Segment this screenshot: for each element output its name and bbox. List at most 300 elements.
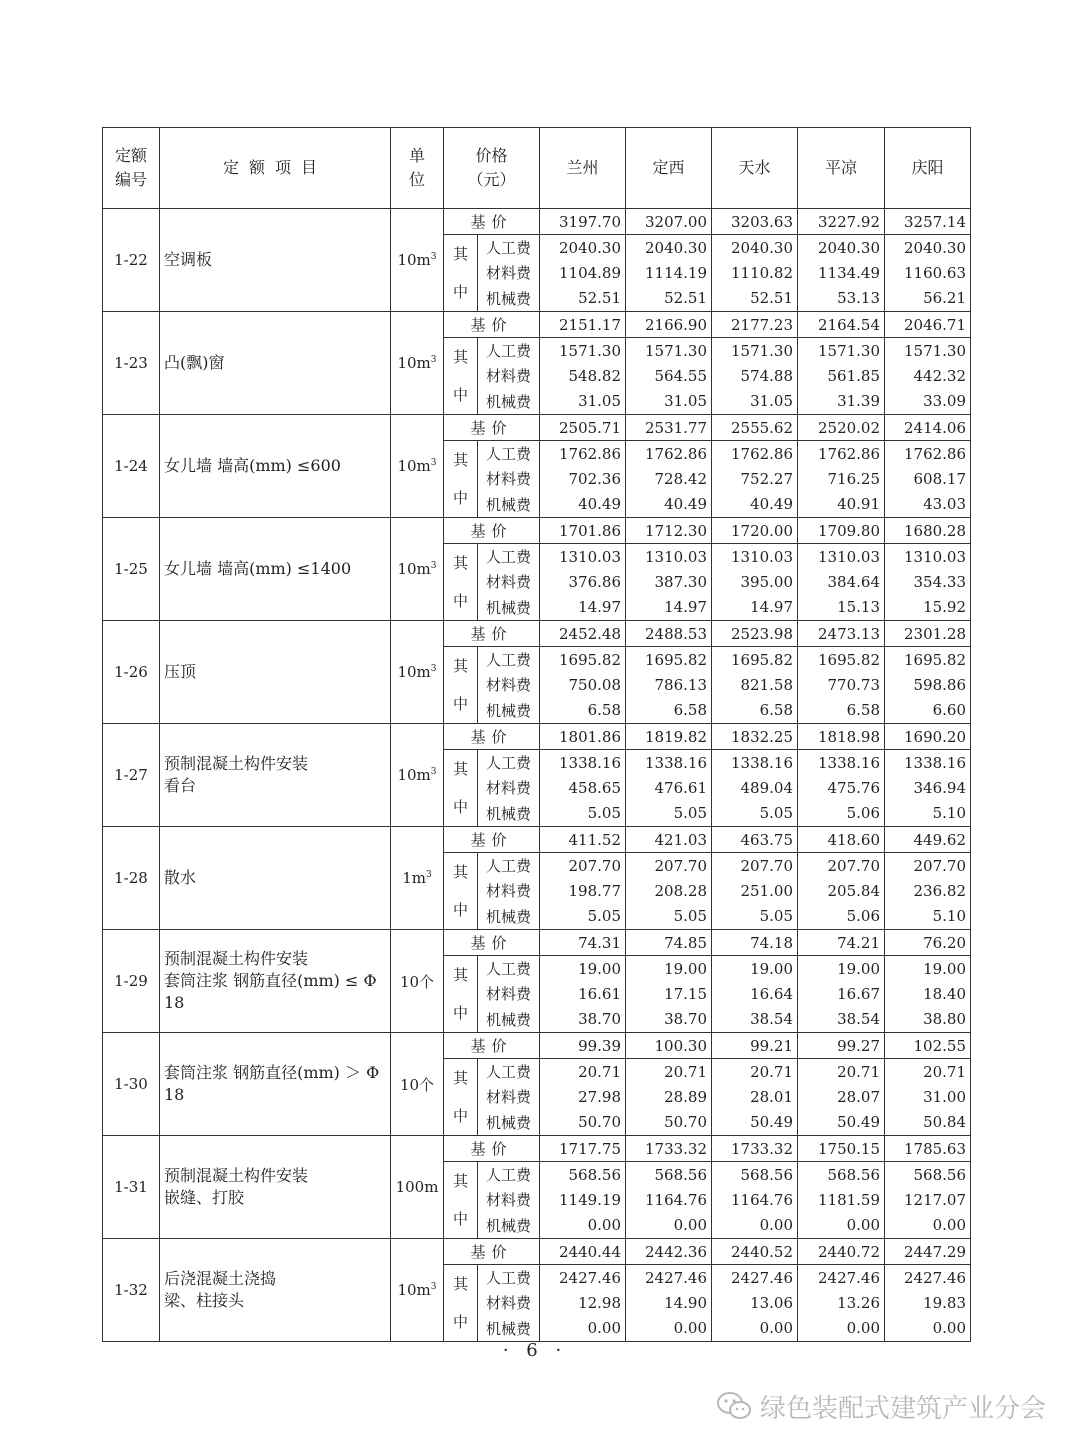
price-cell: 0.00 [798, 1213, 885, 1239]
price-cell: 50.84 [885, 1110, 971, 1136]
material-label: 材料费 [478, 1290, 540, 1315]
price-cell: 598.86 [885, 672, 971, 697]
price-cell: 2440.72 [798, 1239, 885, 1265]
price-cell: 2442.36 [626, 1239, 712, 1265]
material-label: 材料费 [478, 1187, 540, 1212]
price-cell: 2447.29 [885, 1239, 971, 1265]
price-cell: 43.03 [885, 492, 971, 518]
price-cell: 384.64 [798, 569, 885, 594]
price-cell: 2164.54 [798, 312, 885, 338]
price-cell: 208.28 [626, 878, 712, 903]
price-cell: 387.30 [626, 569, 712, 594]
quota-unit: 10个 [391, 1033, 444, 1136]
price-cell: 74.18 [712, 930, 798, 956]
price-cell: 1818.98 [798, 724, 885, 750]
quota-item-name: 女儿墙 墙高(mm) ≤1400 [160, 518, 391, 621]
machine-label: 机械费 [478, 389, 540, 415]
header-city: 定西 [626, 128, 712, 209]
price-cell: 1338.16 [712, 750, 798, 776]
price-cell: 1338.16 [626, 750, 712, 776]
material-label: 材料费 [478, 878, 540, 903]
quota-code: 1-30 [103, 1033, 160, 1136]
price-cell: 1801.86 [540, 724, 626, 750]
price-cell: 1310.03 [540, 544, 626, 570]
price-cell: 1695.82 [798, 647, 885, 673]
price-cell: 50.49 [712, 1110, 798, 1136]
price-cell: 74.31 [540, 930, 626, 956]
quota-table [102, 127, 971, 1342]
qizhong-label: 其 中 [444, 1059, 478, 1136]
quota-unit: $1m^3$ [391, 827, 444, 930]
price-cell: 16.64 [712, 981, 798, 1006]
price-cell: 207.70 [885, 853, 971, 879]
price-cell: 38.70 [626, 1007, 712, 1033]
price-cell: 1701.86 [540, 518, 626, 544]
material-label: 材料费 [478, 260, 540, 285]
price-cell: 19.83 [885, 1290, 971, 1315]
price-cell: 207.70 [540, 853, 626, 879]
price-cell: 1571.30 [626, 338, 712, 364]
price-cell: 1149.19 [540, 1187, 626, 1212]
machine-label: 机械费 [478, 286, 540, 312]
price-cell: 38.54 [798, 1007, 885, 1033]
price-cell: 728.42 [626, 466, 712, 491]
labor-label: 人工费 [478, 853, 540, 879]
material-label: 材料费 [478, 569, 540, 594]
machine-label: 机械费 [478, 1316, 540, 1342]
price-cell: 31.05 [540, 389, 626, 415]
price-cell: 564.55 [626, 363, 712, 388]
price-cell: 6.58 [712, 698, 798, 724]
base-price-label: 基价 [444, 312, 540, 338]
price-cell: 100.30 [626, 1033, 712, 1059]
price-cell: 1709.80 [798, 518, 885, 544]
price-cell: 40.49 [626, 492, 712, 518]
price-cell: 1695.82 [626, 647, 712, 673]
quota-body [103, 209, 971, 1342]
quota-code: 1-32 [103, 1239, 160, 1342]
quota-unit: $10m^3$ [391, 1239, 444, 1342]
price-cell: 40.91 [798, 492, 885, 518]
page-number: · 6 · [502, 1340, 568, 1361]
price-cell: 1695.82 [540, 647, 626, 673]
price-cell: 52.51 [540, 286, 626, 312]
price-cell: 31.05 [626, 389, 712, 415]
price-cell: 198.77 [540, 878, 626, 903]
base-price-row [103, 930, 971, 956]
price-cell: 1762.86 [540, 441, 626, 467]
price-cell: 16.61 [540, 981, 626, 1006]
qizhong-label: 其 中 [444, 1162, 478, 1239]
material-label: 材料费 [478, 363, 540, 388]
price-cell: 568.56 [626, 1162, 712, 1188]
quota-item-name: 空调板 [160, 209, 391, 312]
material-label: 材料费 [478, 981, 540, 1006]
quota-unit: $10m^3$ [391, 209, 444, 312]
price-cell: 2040.30 [626, 235, 712, 261]
quota-code: 1-28 [103, 827, 160, 930]
price-cell: 5.05 [540, 801, 626, 827]
price-cell: 2505.71 [540, 415, 626, 441]
price-cell: 38.80 [885, 1007, 971, 1033]
price-cell: 1762.86 [712, 441, 798, 467]
price-cell: 2555.62 [712, 415, 798, 441]
qizhong-label: 其 中 [444, 647, 478, 724]
price-cell: 99.21 [712, 1033, 798, 1059]
price-cell: 2427.46 [626, 1265, 712, 1291]
machine-label: 机械费 [478, 1213, 540, 1239]
price-cell: 19.00 [540, 956, 626, 982]
qizhong-label: 其 中 [444, 853, 478, 930]
header-code: 定额 编号 [103, 128, 160, 209]
price-cell: 449.62 [885, 827, 971, 853]
price-cell: 31.05 [712, 389, 798, 415]
price-cell: 0.00 [626, 1316, 712, 1342]
price-cell: 411.52 [540, 827, 626, 853]
price-cell: 1762.86 [885, 441, 971, 467]
quota-code: 1-27 [103, 724, 160, 827]
price-cell: 6.58 [798, 698, 885, 724]
price-cell: 2427.46 [798, 1265, 885, 1291]
base-price-row [103, 415, 971, 441]
price-cell: 38.70 [540, 1007, 626, 1033]
price-cell: 1134.49 [798, 260, 885, 285]
qizhong-label: 其 中 [444, 235, 478, 312]
quota-item-name: 套筒注浆 钢筋直径(mm) ＞ Φ 18 [160, 1033, 391, 1136]
price-cell: 3257.14 [885, 209, 971, 235]
price-cell: 5.10 [885, 801, 971, 827]
quota-item-name: 后浇混凝土浇捣 梁、柱接头 [160, 1239, 391, 1342]
price-cell: 5.06 [798, 904, 885, 930]
price-cell: 1160.63 [885, 260, 971, 285]
price-cell: 236.82 [885, 878, 971, 903]
quota-item-name: 预制混凝土构件安装 套筒注浆 钢筋直径(mm) ≤ Φ 18 [160, 930, 391, 1033]
base-price-label: 基价 [444, 1033, 540, 1059]
labor-label: 人工费 [478, 1265, 540, 1291]
price-cell: 40.49 [540, 492, 626, 518]
price-cell: 786.13 [626, 672, 712, 697]
price-cell: 251.00 [712, 878, 798, 903]
qizhong-label: 其 中 [444, 956, 478, 1033]
quota-code: 1-26 [103, 621, 160, 724]
price-cell: 5.05 [712, 904, 798, 930]
price-cell: 0.00 [885, 1213, 971, 1239]
base-price-row [103, 1239, 971, 1265]
price-cell: 376.86 [540, 569, 626, 594]
price-cell: 1695.82 [885, 647, 971, 673]
price-cell: 574.88 [712, 363, 798, 388]
price-cell: 205.84 [798, 878, 885, 903]
price-cell: 56.21 [885, 286, 971, 312]
price-cell: 2440.44 [540, 1239, 626, 1265]
price-cell: 15.92 [885, 595, 971, 621]
price-cell: 2414.06 [885, 415, 971, 441]
price-cell: 568.56 [798, 1162, 885, 1188]
price-cell: 2531.77 [626, 415, 712, 441]
material-label: 材料费 [478, 1084, 540, 1109]
price-cell: 1571.30 [885, 338, 971, 364]
price-cell: 3203.63 [712, 209, 798, 235]
base-price-label: 基价 [444, 209, 540, 235]
qizhong-label: 其 中 [444, 1265, 478, 1342]
labor-label: 人工费 [478, 956, 540, 982]
price-cell: 2040.30 [540, 235, 626, 261]
price-cell: 13.26 [798, 1290, 885, 1315]
watermark-text: 绿色装配式建筑产业分会 [759, 1393, 1046, 1424]
price-cell: 475.76 [798, 775, 885, 800]
base-price-row [103, 209, 971, 235]
quota-item-name: 预制混凝土构件安装 看台 [160, 724, 391, 827]
price-cell: 1750.15 [798, 1136, 885, 1162]
base-price-row [103, 1033, 971, 1059]
price-cell: 40.49 [712, 492, 798, 518]
quota-code: 1-29 [103, 930, 160, 1033]
price-cell: 18.40 [885, 981, 971, 1006]
base-price-label: 基价 [444, 518, 540, 544]
quota-unit: $10m^3$ [391, 312, 444, 415]
price-cell: 20.71 [540, 1059, 626, 1085]
quota-item-name: 女儿墙 墙高(mm) ≤600 [160, 415, 391, 518]
price-cell: 20.71 [798, 1059, 885, 1085]
header-row [103, 128, 971, 209]
price-cell: 752.27 [712, 466, 798, 491]
price-cell: 1310.03 [885, 544, 971, 570]
machine-label: 机械费 [478, 1110, 540, 1136]
quota-item-name: 预制混凝土构件安装 嵌缝、打胶 [160, 1136, 391, 1239]
price-cell: 2427.46 [540, 1265, 626, 1291]
price-cell: 12.98 [540, 1290, 626, 1315]
base-price-label: 基价 [444, 724, 540, 750]
qizhong-label: 其 中 [444, 338, 478, 415]
price-cell: 76.20 [885, 930, 971, 956]
price-cell: 52.51 [626, 286, 712, 312]
price-cell: 28.89 [626, 1084, 712, 1109]
price-cell: 1571.30 [712, 338, 798, 364]
price-cell: 207.70 [798, 853, 885, 879]
quota-code: 1-24 [103, 415, 160, 518]
base-price-label: 基价 [444, 1239, 540, 1265]
price-cell: 53.13 [798, 286, 885, 312]
price-cell: 5.05 [626, 801, 712, 827]
quota-item-name: 压顶 [160, 621, 391, 724]
price-cell: 1712.30 [626, 518, 712, 544]
price-cell: 2151.17 [540, 312, 626, 338]
machine-label: 机械费 [478, 595, 540, 621]
price-cell: 5.05 [626, 904, 712, 930]
price-cell: 2427.46 [885, 1265, 971, 1291]
price-cell: 1310.03 [626, 544, 712, 570]
quota-unit: $10m^3$ [391, 415, 444, 518]
price-cell: 821.58 [712, 672, 798, 697]
price-cell: 354.33 [885, 569, 971, 594]
price-cell: 2520.02 [798, 415, 885, 441]
base-price-row [103, 827, 971, 853]
price-cell: 1680.28 [885, 518, 971, 544]
header-city: 兰州 [540, 128, 626, 209]
price-cell: 2040.30 [712, 235, 798, 261]
price-cell: 1762.86 [626, 441, 712, 467]
price-cell: 1832.25 [712, 724, 798, 750]
base-price-row [103, 1136, 971, 1162]
price-cell: 0.00 [712, 1316, 798, 1342]
price-cell: 5.05 [540, 904, 626, 930]
base-price-row [103, 724, 971, 750]
price-cell: 1733.32 [626, 1136, 712, 1162]
base-price-label: 基价 [444, 827, 540, 853]
price-cell: 50.70 [540, 1110, 626, 1136]
price-cell: 442.32 [885, 363, 971, 388]
price-cell: 6.58 [626, 698, 712, 724]
labor-label: 人工费 [478, 1162, 540, 1188]
price-cell: 19.00 [885, 956, 971, 982]
base-price-row [103, 621, 971, 647]
price-cell: 1310.03 [712, 544, 798, 570]
price-cell: 418.60 [798, 827, 885, 853]
material-label: 材料费 [478, 775, 540, 800]
price-cell: 13.06 [712, 1290, 798, 1315]
price-cell: 548.82 [540, 363, 626, 388]
price-cell: 561.85 [798, 363, 885, 388]
price-cell: 568.56 [885, 1162, 971, 1188]
price-cell: 16.67 [798, 981, 885, 1006]
price-cell: 2427.46 [712, 1265, 798, 1291]
machine-label: 机械费 [478, 698, 540, 724]
price-cell: 2166.90 [626, 312, 712, 338]
price-cell: 31.00 [885, 1084, 971, 1109]
price-cell: 1164.76 [626, 1187, 712, 1212]
quota-code: 1-31 [103, 1136, 160, 1239]
base-price-label: 基价 [444, 930, 540, 956]
labor-label: 人工费 [478, 441, 540, 467]
quota-unit: 10个 [391, 930, 444, 1033]
base-price-label: 基价 [444, 415, 540, 441]
price-cell: 1690.20 [885, 724, 971, 750]
quota-unit: $10m^3$ [391, 518, 444, 621]
price-cell: 458.65 [540, 775, 626, 800]
price-cell: 2177.23 [712, 312, 798, 338]
labor-label: 人工费 [478, 647, 540, 673]
price-cell: 1785.63 [885, 1136, 971, 1162]
price-cell: 74.85 [626, 930, 712, 956]
price-cell: 14.97 [626, 595, 712, 621]
price-cell: 5.05 [712, 801, 798, 827]
quota-unit: $10m^3$ [391, 724, 444, 827]
header-city: 庆阳 [885, 128, 971, 209]
price-cell: 1114.19 [626, 260, 712, 285]
header-unit: 单 位 [391, 128, 444, 209]
price-cell: 2040.30 [885, 235, 971, 261]
price-cell: 17.15 [626, 981, 712, 1006]
price-cell: 14.90 [626, 1290, 712, 1315]
price-cell: 2440.52 [712, 1239, 798, 1265]
price-cell: 1338.16 [540, 750, 626, 776]
price-cell: 207.70 [712, 853, 798, 879]
price-cell: 568.56 [540, 1162, 626, 1188]
qizhong-label: 其 中 [444, 544, 478, 621]
base-price-row [103, 312, 971, 338]
qizhong-label: 其 中 [444, 750, 478, 827]
price-cell: 568.56 [712, 1162, 798, 1188]
price-cell: 608.17 [885, 466, 971, 491]
price-cell: 395.00 [712, 569, 798, 594]
price-cell: 20.71 [885, 1059, 971, 1085]
price-cell: 14.97 [540, 595, 626, 621]
price-cell: 1338.16 [798, 750, 885, 776]
price-cell: 0.00 [540, 1213, 626, 1239]
price-cell: 476.61 [626, 775, 712, 800]
labor-label: 人工费 [478, 750, 540, 776]
machine-label: 机械费 [478, 801, 540, 827]
price-cell: 2040.30 [798, 235, 885, 261]
price-cell: 2046.71 [885, 312, 971, 338]
price-cell: 0.00 [540, 1316, 626, 1342]
price-cell: 5.10 [885, 904, 971, 930]
price-cell: 1720.00 [712, 518, 798, 544]
price-cell: 0.00 [798, 1316, 885, 1342]
price-cell: 2473.13 [798, 621, 885, 647]
quota-unit: 100m [391, 1136, 444, 1239]
price-cell: 6.60 [885, 698, 971, 724]
machine-label: 机械费 [478, 1007, 540, 1033]
base-price-row [103, 518, 971, 544]
price-cell: 2523.98 [712, 621, 798, 647]
price-cell: 346.94 [885, 775, 971, 800]
quota-unit: $10m^3$ [391, 621, 444, 724]
machine-label: 机械费 [478, 904, 540, 930]
watermark [716, 1389, 1046, 1423]
qizhong-label: 其 中 [444, 441, 478, 518]
material-label: 材料费 [478, 466, 540, 491]
price-cell: 20.71 [626, 1059, 712, 1085]
price-cell: 19.00 [712, 956, 798, 982]
price-cell: 2301.28 [885, 621, 971, 647]
price-cell: 2452.48 [540, 621, 626, 647]
labor-label: 人工费 [478, 1059, 540, 1085]
price-cell: 1762.86 [798, 441, 885, 467]
price-cell: 99.27 [798, 1033, 885, 1059]
price-cell: 2488.53 [626, 621, 712, 647]
price-cell: 5.06 [798, 801, 885, 827]
price-cell: 33.09 [885, 389, 971, 415]
price-cell: 1695.82 [712, 647, 798, 673]
price-cell: 19.00 [798, 956, 885, 982]
price-cell: 489.04 [712, 775, 798, 800]
price-cell: 716.25 [798, 466, 885, 491]
price-cell: 0.00 [885, 1316, 971, 1342]
price-cell: 3197.70 [540, 209, 626, 235]
quota-code: 1-22 [103, 209, 160, 312]
price-cell: 99.39 [540, 1033, 626, 1059]
price-cell: 1217.07 [885, 1187, 971, 1212]
price-cell: 0.00 [712, 1213, 798, 1239]
price-cell: 1571.30 [798, 338, 885, 364]
labor-label: 人工费 [478, 235, 540, 261]
price-cell: 27.98 [540, 1084, 626, 1109]
price-cell: 1733.32 [712, 1136, 798, 1162]
price-cell: 1110.82 [712, 260, 798, 285]
price-cell: 1104.89 [540, 260, 626, 285]
price-cell: 750.08 [540, 672, 626, 697]
price-cell: 15.13 [798, 595, 885, 621]
material-label: 材料费 [478, 672, 540, 697]
price-cell: 1717.75 [540, 1136, 626, 1162]
price-cell: 1571.30 [540, 338, 626, 364]
price-cell: 31.39 [798, 389, 885, 415]
price-cell: 702.36 [540, 466, 626, 491]
price-cell: 14.97 [712, 595, 798, 621]
price-cell: 74.21 [798, 930, 885, 956]
price-cell: 207.70 [626, 853, 712, 879]
